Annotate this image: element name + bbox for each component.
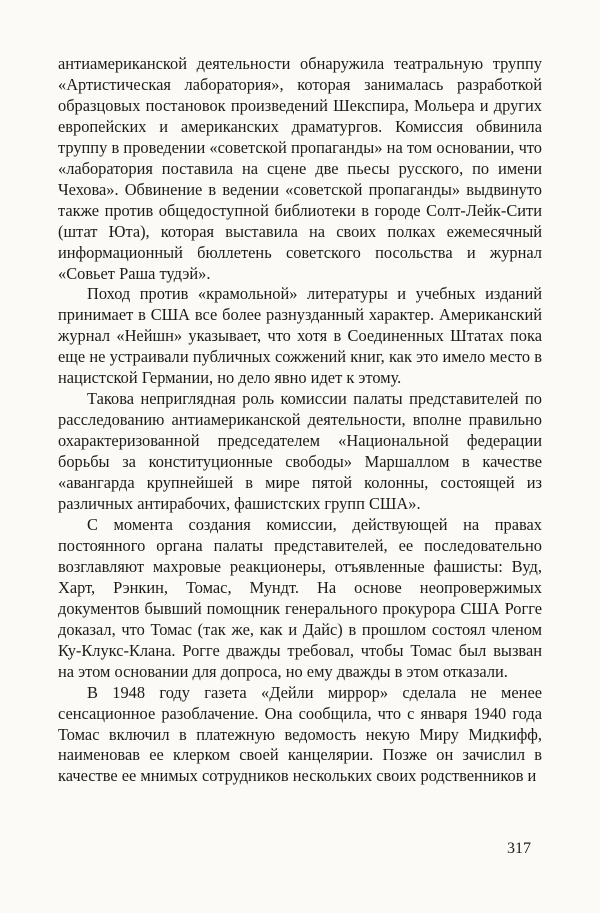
paragraph-1: антиамериканской деятельности обнаружила театральную труппу «Артистическая лаборатория», которая занималась разработкой образцовых постановок произведений Шекспира, Мольера и других европейских и американских драматургов. Комиссия обвинила труппу в проведении «советской пропаганды» на том основании, что «лаборатория поставила на сцене две пьесы русского, по имени Чехова». Обвинение в ведении «советской пропаганды» выдвинуто также против общедоступной библиотеки в городе Солт-Лейк-Сити (штат Юта), которая выставила на своих полках ежемесячный информационный бюллетень советского посольства и журнал «Совьет Раша тудэй».: [58, 54, 542, 283]
page-number: 317: [507, 840, 531, 857]
paragraph-3: Такова неприглядная роль комиссии палаты представителей по расследованию антиамериканской деятельности, вполне правильно охарактеризованной председателем «Национальной федерации борьбы за конституционные свободы» Маршаллом в качестве «авангарда крупнейшей в мире пятой колонны, состоящей из различных антирабочих, фашистских групп США».: [58, 389, 542, 514]
paragraph-5: В 1948 году газета «Дейли миррор» сделала не менее сенсационное разоблачение. Она сообщила, что с января 1940 года Томас включил в платежную ведомость некую Миру Мидкифф, наименовав ее клерком своей канцелярии. Позже он зачислил в качестве ее мнимых сотрудников нескольких своих родственников и: [58, 682, 542, 786]
page-text: [58, 54, 542, 787]
paragraph-4: С момента создания комиссии, действующей на правах постоянного органа палаты представителей, ее последовательно возглавляют махровые реакционеры, отъявленные фашисты: Вуд, Харт, Рэнкин, Томас, Мундт. На основе неопровержимых документов бывший помощник генерального прокурора США Рогге доказал, что Томас (так же, как и Дайс) в прошлом состоял членом Ку-Клукс-Клана. Рогге дважды требовал, чтобы Томас был вызван на этом основании для допроса, но ему дважды в этом отказали.: [58, 514, 542, 681]
paragraph-2: Поход против «крамольной» литературы и учебных изданий принимает в США все более разнузданный характер. Американский журнал «Нейшн» указывает, что хотя в Соединенных Штатах пока еще не устраивали публичных сожжений книг, как это имело место в нацистской Германии, но дело явно идет к этому.: [58, 284, 542, 388]
